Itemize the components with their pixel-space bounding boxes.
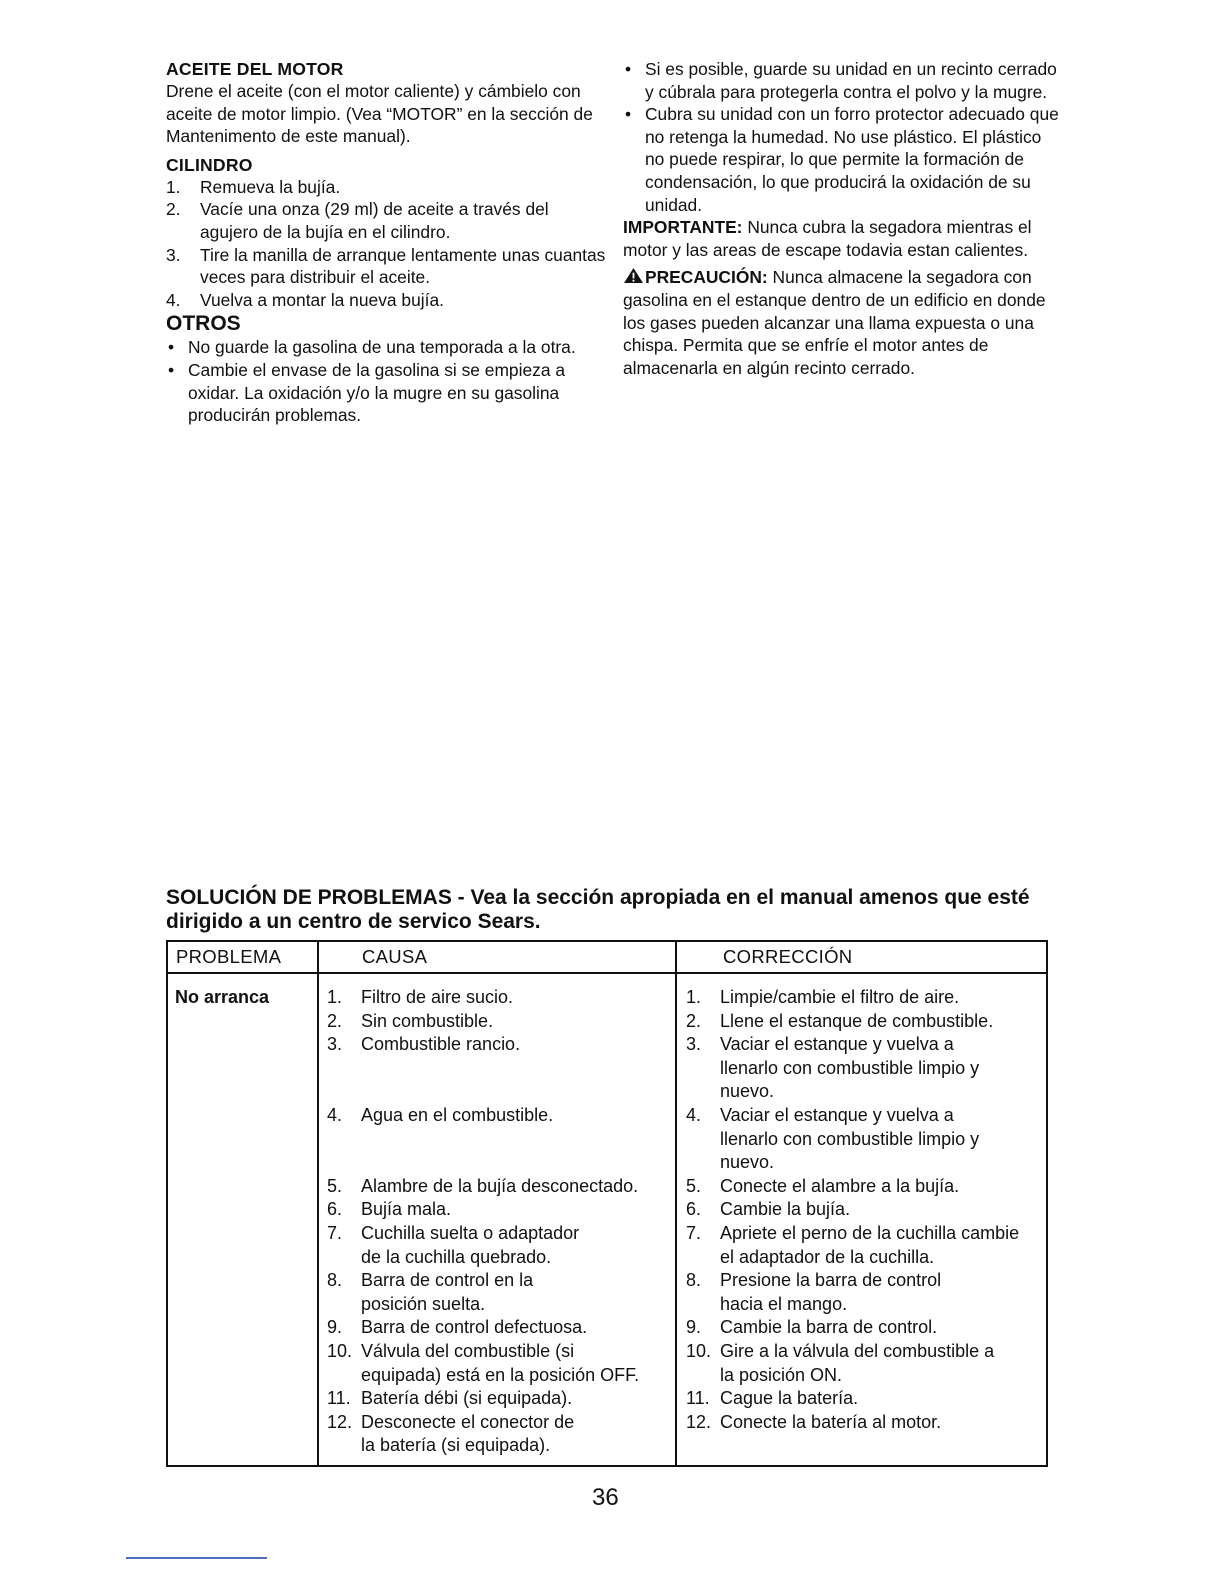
aceite-body: Drene el aceite (con el motor caliente) y cámbielo con aceite de motor limpio. (Vea “MOTOR” en la sección de Mantenimento de este manual). — [166, 81, 593, 147]
table-row: 8. Barra de control en la posición suelta. — [327, 1270, 534, 1314]
storage-bullets — [623, 58, 1063, 216]
precaucion-note — [623, 266, 1063, 379]
cilindro-heading: CILINDRO — [166, 154, 253, 175]
list-item: • No guarde la gasolina de una temporada a la otra. — [168, 337, 576, 358]
table-row: 7. Apriete el perno de la cuchilla cambie el adaptador de la cuchilla. — [686, 1222, 1020, 1267]
table-row: 11. Cague la batería. — [686, 1388, 859, 1409]
page-number: 36 — [592, 1484, 619, 1511]
list-item: • Si es posible, guarde su unidad en un recinto cerrado y cúbrala para protegerla contra el polvo y la mugre. — [625, 59, 1057, 102]
header-problema: PROBLEMA — [176, 946, 282, 967]
precaucion-label: PRECAUCIÓN: — [645, 267, 768, 288]
table-row: 10. Válvula del combustible (si equipada) está en la posición OFF. — [327, 1340, 640, 1385]
table-row: 2. Sin combustible. — [327, 1010, 494, 1031]
table-row: 1. Limpie/cambie el filtro de aire. — [686, 987, 960, 1007]
troubleshooting-title: SOLUCIÓN DE PROBLEMAS - Vea la sección apropiada en el manual amenos que esté dirigido a un centro de servico Sears. — [166, 886, 1030, 933]
table-row: 1. Filtro de aire sucio. — [327, 987, 514, 1007]
table-row: 3. Combustible rancio. — [327, 1034, 521, 1055]
corrections-list — [686, 986, 1046, 1434]
table-row: 8. Presione la barra de control hacia el mango. — [686, 1270, 942, 1314]
aceite-heading: ACEITE DEL MOTOR — [166, 59, 344, 79]
column-divider — [675, 942, 677, 1465]
header-causa: CAUSA — [362, 946, 428, 967]
table-row: 5. Alambre de la bujía desconectado. — [327, 1175, 639, 1196]
importante-note — [623, 216, 1063, 261]
cilindro-steps — [166, 176, 606, 312]
importante-label: IMPORTANTE: — [623, 217, 743, 238]
list-item: 3. Tire la manilla de arranque lentamente unas cuantas veces para distribuir el aceite. — [166, 244, 606, 288]
table-row: 12. Desconecte el conector de la batería (si equipada). — [327, 1411, 575, 1456]
header-correccion: CORRECCIÓN — [723, 946, 853, 967]
table-row: 2. Llene el estanque de combustible. — [686, 1010, 994, 1031]
otros-bullets — [166, 336, 606, 426]
importante-text: Nunca cubra la segadora mientras el motor y las areas de escape todavia estan calientes. — [623, 217, 1032, 260]
column-divider — [317, 942, 319, 1465]
list-item: 4. Vuelva a montar la nueva bujía. — [166, 289, 444, 310]
table-row: 6. Bujía mala. — [327, 1199, 452, 1220]
problem-cell: No arranca — [175, 987, 270, 1007]
list-item: 1. Remueva la bujía. — [166, 176, 341, 197]
table-row: 9. Cambie la barra de control. — [686, 1317, 938, 1338]
list-item: 2. Vacíe una onza (29 ml) de aceite a través del agujero de la bujía en el cilindro. — [166, 199, 549, 242]
table-row: 10. Gire a la válvula del combustible a la posición ON. — [686, 1340, 995, 1385]
table-row: 6. Cambie la bujía. — [686, 1199, 851, 1220]
table-row: 9. Barra de control defectuosa. — [327, 1317, 588, 1338]
table-row: 11. Batería débi (si equipada). — [327, 1388, 573, 1409]
table-row: 4. Vaciar el estanque y vuelva a llenarlo con combustible limpio y nuevo. — [686, 1104, 980, 1173]
troubleshooting-table — [166, 940, 1048, 1467]
table-row: 7. Cuchilla suelta o adaptador de la cuchilla quebrado. — [327, 1222, 580, 1267]
warning-triangle-icon — [623, 267, 644, 284]
footer-divider — [126, 1557, 267, 1559]
header-divider — [168, 972, 1046, 974]
left-column — [166, 58, 606, 427]
table-row: 12. Conecte la batería al motor. — [686, 1411, 942, 1432]
list-item: • Cambie el envase de la gasolina si se empieza a oxidar. La oxidación y/o la mugre en su gasolina producirán problemas. — [168, 359, 566, 426]
table-row: 3. Vaciar el estanque y vuelva a llenarlo con combustible limpio y nuevo. — [686, 1034, 980, 1102]
table-row: 4. Agua en el combustible. — [327, 1104, 554, 1125]
otros-heading: OTROS — [166, 312, 241, 336]
list-item: • Cubra su unidad con un forro protector adecuado que no retenga la humedad. No use plástico. El plástico no puede respirar, lo que permite la formación de condensación, lo que producirá la oxidación de su unidad. — [625, 104, 1059, 215]
causes-list — [327, 986, 672, 1458]
table-row: 5. Conecte el alambre a la bujía. — [686, 1175, 960, 1196]
precaucion-text: Nunca almacene la segadora con gasolina en el estanque dentro de un edificio en donde los gases pueden alcanzar una llama expuesta o una chispa. Permita que se enfríe el motor antes de almacenarla en algún recinto cerrado. — [623, 267, 1046, 378]
right-column — [623, 58, 1063, 379]
